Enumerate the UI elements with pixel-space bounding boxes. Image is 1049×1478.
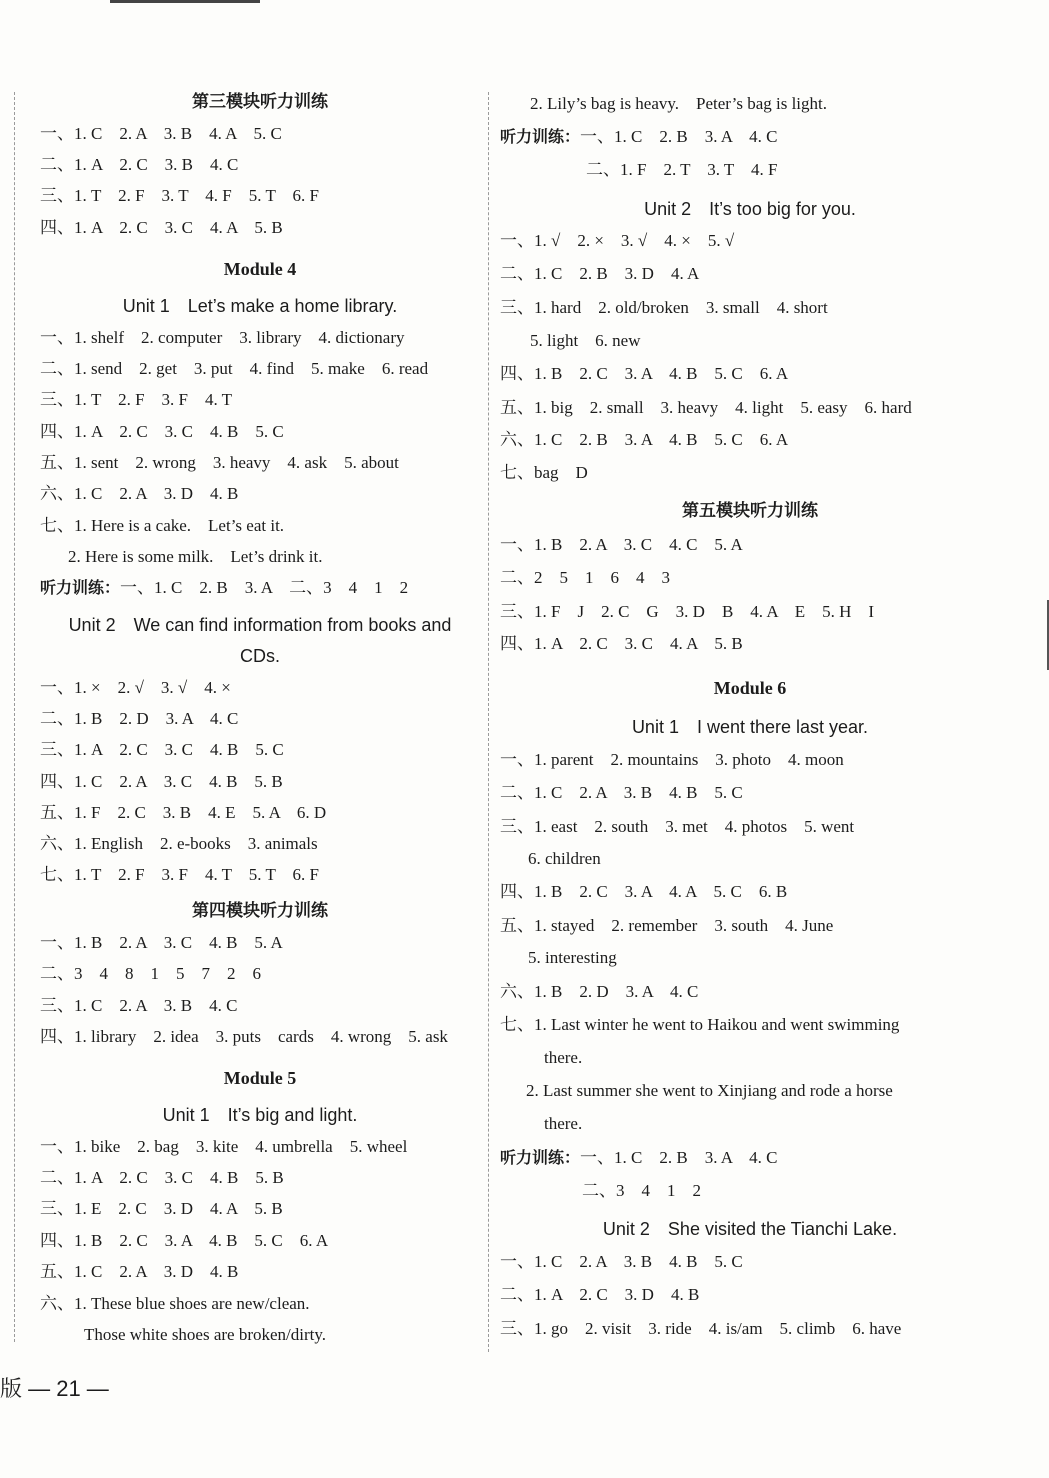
module-heading: Module 4 [223, 259, 297, 279]
answer-line: 三、1. T 2. F 3. F 4. T [40, 390, 233, 409]
answer-line: 七、1. T 2. F 3. F 4. T 5. T 6. F [40, 865, 319, 884]
listening-line [500, 125, 795, 149]
answer-line: 一、1. B 2. A 3. C 4. C 5. A [500, 535, 743, 554]
answer-line: 一、1. × 2. √ 3. √ 4. × [40, 678, 231, 697]
answer-line: 二、1. C 2. B 3. D 4. A [500, 264, 700, 283]
answer-line: 三、1. go 2. visit 3. ride 4. is/am 5. climb 6. have [500, 1319, 902, 1338]
answer-line: 一、1. bike 2. bag 3. kite 4. umbrella 5. wheel [40, 1137, 408, 1156]
answer-line: 七、1. Here is a cake. Let’s eat it. [40, 516, 285, 535]
unit-heading: Unit 2 She visited the Tianchi Lake. [602, 1219, 898, 1239]
answer-line: 2. Last summer she went to Xinjiang and rode a horse [526, 1081, 893, 1100]
answer-line: 6. children [528, 849, 601, 868]
answer-line: 四、1. B 2. C 3. A 4. B 5. C 6. A [500, 364, 789, 383]
answer-line: 五、1. stayed 2. remember 3. south 4. June [500, 916, 834, 935]
answer-line: 二、1. F 2. T 3. T 4. F [586, 160, 778, 179]
answer-line: 三、1. hard 2. old/broken 3. small 4. short [500, 298, 828, 317]
section-heading: 第四模块听力训练 [192, 901, 328, 921]
top-rule [110, 0, 260, 3]
answer-line: 一、1. B 2. A 3. C 4. B 5. A [40, 933, 283, 952]
answer-line: 5. interesting [528, 948, 617, 967]
answer-line: 五、1. F 2. C 3. B 4. E 5. A 6. D [40, 803, 327, 822]
answer-line: there. [544, 1048, 583, 1067]
answer-line: 四、1. B 2. C 3. A 4. B 5. C 6. A [40, 1231, 329, 1250]
answer-line: 二、1. A 2. C 3. D 4. B [500, 1285, 700, 1304]
answer-line: 六、1. C 2. B 3. A 4. B 5. C 6. A [500, 430, 789, 449]
unit-heading: Unit 1 I went there last year. [631, 717, 869, 737]
answer-line: 2. Here is some milk. Let’s drink it. [68, 547, 323, 566]
module-heading: Module 5 [223, 1068, 297, 1088]
answer-line: 三、1. east 2. south 3. met 4. photos 5. went [500, 817, 855, 836]
answer-line: 二、3 4 1 2 [582, 1181, 701, 1200]
answer-line: 六、1. C 2. A 3. D 4. B [40, 484, 239, 503]
section-heading: 第三模块听力训练 [192, 92, 328, 112]
answer-line: 二、1. C 2. A 3. B 4. B 5. C [500, 783, 743, 802]
answer-line: 四、1. A 2. C 3. C 4. B 5. C [40, 422, 284, 441]
listening-label: 听力训练： [40, 578, 121, 597]
answer-line: 四、1. C 2. A 3. C 4. B 5. B [40, 772, 283, 791]
answer-line: 五、1. big 2. small 3. heavy 4. light 5. easy 6. hard [500, 398, 912, 417]
answer-line: 三、1. E 2. C 3. D 4. A 5. B [40, 1199, 283, 1218]
column-divider [488, 92, 489, 1352]
unit-heading-cont: CDs. [240, 646, 280, 666]
answer-line: 一、1. shelf 2. computer 3. library 4. dictionary [40, 328, 405, 347]
section-heading: 第五模块听力训练 [682, 501, 818, 521]
unit-heading: Unit 2 It’s too big for you. [644, 199, 856, 219]
answer-line: 一、1. parent 2. mountains 3. photo 4. moon [500, 750, 844, 769]
answer-line: 二、2 5 1 6 4 3 [500, 568, 670, 587]
answer-line: 二、1. B 2. D 3. A 4. C [40, 709, 239, 728]
unit-heading: Unit 1 It’s big and light. [162, 1105, 358, 1125]
listening-label: 听力训练： [500, 1148, 581, 1167]
answer-line: 一、1. C 2. A 3. B 4. A 5. C [40, 124, 282, 143]
answer-line: Those white shoes are broken/dirty. [84, 1325, 327, 1344]
answer-line: 四、1. B 2. C 3. A 4. A 5. C 6. B [500, 882, 788, 901]
answer-line: 二、1. send 2. get 3. put 4. find 5. make 6. read [40, 359, 429, 378]
answer-line: 二、3 4 8 1 5 7 2 6 [40, 964, 261, 983]
answer-line: 七、bag D [500, 463, 588, 482]
answer-line: 三、1. C 2. A 3. B 4. C [40, 996, 238, 1015]
listening-label: 听力训练： [500, 127, 581, 146]
answer-line: 六、1. English 2. e-books 3. animals [40, 834, 318, 853]
answer-line: 四、1. library 2. idea 3. puts cards 4. wrong 5. ask [40, 1027, 448, 1046]
answer-line: 六、1. These blue shoes are new/clean. [40, 1294, 310, 1313]
answer-line: 四、1. A 2. C 3. C 4. A 5. B [500, 634, 743, 653]
answer-line: 六、1. B 2. D 3. A 4. C [500, 982, 699, 1001]
answer-line: 二、1. A 2. C 3. B 4. C [40, 155, 239, 174]
answer-line: 一、1. C 2. A 3. B 4. B 5. C [500, 1252, 743, 1271]
unit-heading: Unit 2 We can find information from books and [68, 615, 452, 635]
answer-line: 三、1. T 2. F 3. T 4. F 5. T 6. F [40, 186, 319, 205]
answer-line: 五、1. sent 2. wrong 3. heavy 4. ask 5. about [40, 453, 399, 472]
page-number: 版 — 21 — [0, 1376, 109, 1401]
answer-line: 三、1. F J 2. C G 3. D B 4. A E 5. H I [500, 602, 875, 621]
answer-line: 四、1. A 2. C 3. C 4. A 5. B [40, 218, 283, 237]
answer-line: 五、1. C 2. A 3. D 4. B [40, 1262, 239, 1281]
answer-line: 七、1. Last winter he went to Haikou and went swimming [500, 1015, 900, 1034]
unit-heading: Unit 1 Let’s make a home library. [122, 296, 398, 316]
listening-answers: 一、1. C 2. B 3. A 4. C [580, 127, 778, 146]
listening-answers: 一、1. C 2. B 3. A 4. C [580, 1148, 778, 1167]
left-margin-rule [14, 92, 15, 1342]
answer-line: 一、1. √ 2. × 3. √ 4. × 5. √ [500, 231, 735, 250]
answer-line: there. [544, 1114, 583, 1133]
answer-line: 2. Lily’s bag is heavy. Peter’s bag is light. [530, 94, 827, 113]
answer-line: 二、1. A 2. C 3. C 4. B 5. B [40, 1168, 284, 1187]
listening-line [500, 1146, 795, 1170]
answer-line: 三、1. A 2. C 3. C 4. B 5. C [40, 740, 284, 759]
listening-line [40, 576, 426, 600]
module-heading: Module 6 [713, 678, 787, 698]
answer-line: 5. light 6. new [530, 331, 641, 350]
listening-answers: 一、1. C 2. B 3. A 二、3 4 1 2 [120, 578, 409, 597]
